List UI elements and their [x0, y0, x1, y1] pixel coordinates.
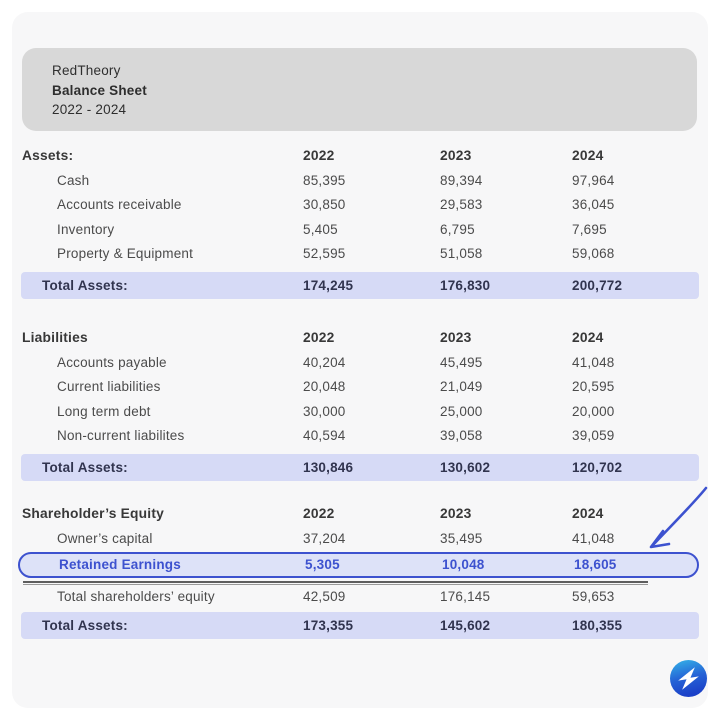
year-header: 2024: [572, 329, 604, 345]
assets-section: [12, 142, 708, 299]
lightning-bolt-logo-icon: [670, 660, 707, 697]
table-row: Long term debt 30,000 25,000 20,000: [57, 403, 615, 419]
retained-earnings-highlight-row: Retained Earnings 5,305 10,048 18,605: [18, 552, 699, 578]
total-row: Total Assets: 130,846 130,602 120,702: [21, 454, 699, 481]
table-row: Accounts payable 40,204 45,495 41,048: [57, 354, 615, 370]
hand-drawn-arrow-icon: [640, 485, 710, 559]
section-title: Assets:: [22, 147, 74, 163]
year-header: 2023: [440, 329, 472, 345]
year-header: 2023: [440, 147, 472, 163]
sheet-card: [12, 12, 708, 708]
total-row: Total Assets: 174,245 176,830 200,772: [21, 272, 699, 299]
section-title: Shareholder’s Equity: [22, 505, 165, 521]
table-row: Current liabilities 20,048 21,049 20,595: [57, 379, 615, 395]
title-block: [22, 48, 697, 131]
table-row: Total shareholders’ equity 42,509 176,145 59,653: [57, 589, 615, 605]
equity-section: [12, 500, 708, 639]
equity-header-row: [21, 500, 699, 526]
company-name: RedTheory: [52, 63, 121, 78]
table-row: Accounts receivable 30,850 29,583 36,045: [57, 197, 615, 213]
liabilities-header-row: [21, 324, 699, 350]
section-title: Liabilities: [22, 329, 88, 345]
year-header: 2022: [303, 505, 335, 521]
total-row: Total Assets: 173,355 145,602 180,355: [21, 612, 699, 639]
table-row: Inventory 5,405 6,795 7,695: [57, 221, 607, 237]
liabilities-section: [12, 324, 708, 481]
period-label: 2022 - 2024: [52, 102, 127, 117]
table-row: Cash 85,395 89,394 97,964: [57, 172, 615, 188]
year-header: 2022: [303, 147, 335, 163]
table-row: Property & Equipment 52,595 51,058 59,068: [57, 246, 615, 262]
year-header: 2022: [303, 329, 335, 345]
table-row: Owner’s capital 37,204 35,495 41,048: [57, 530, 615, 546]
document-title: Balance Sheet: [52, 82, 147, 98]
year-header: 2023: [440, 505, 472, 521]
year-header: 2024: [572, 147, 604, 163]
year-header: 2024: [572, 505, 604, 521]
assets-header-row: [21, 142, 699, 168]
table-row: Non-current liabilites 40,594 39,058 39,059: [57, 428, 615, 444]
